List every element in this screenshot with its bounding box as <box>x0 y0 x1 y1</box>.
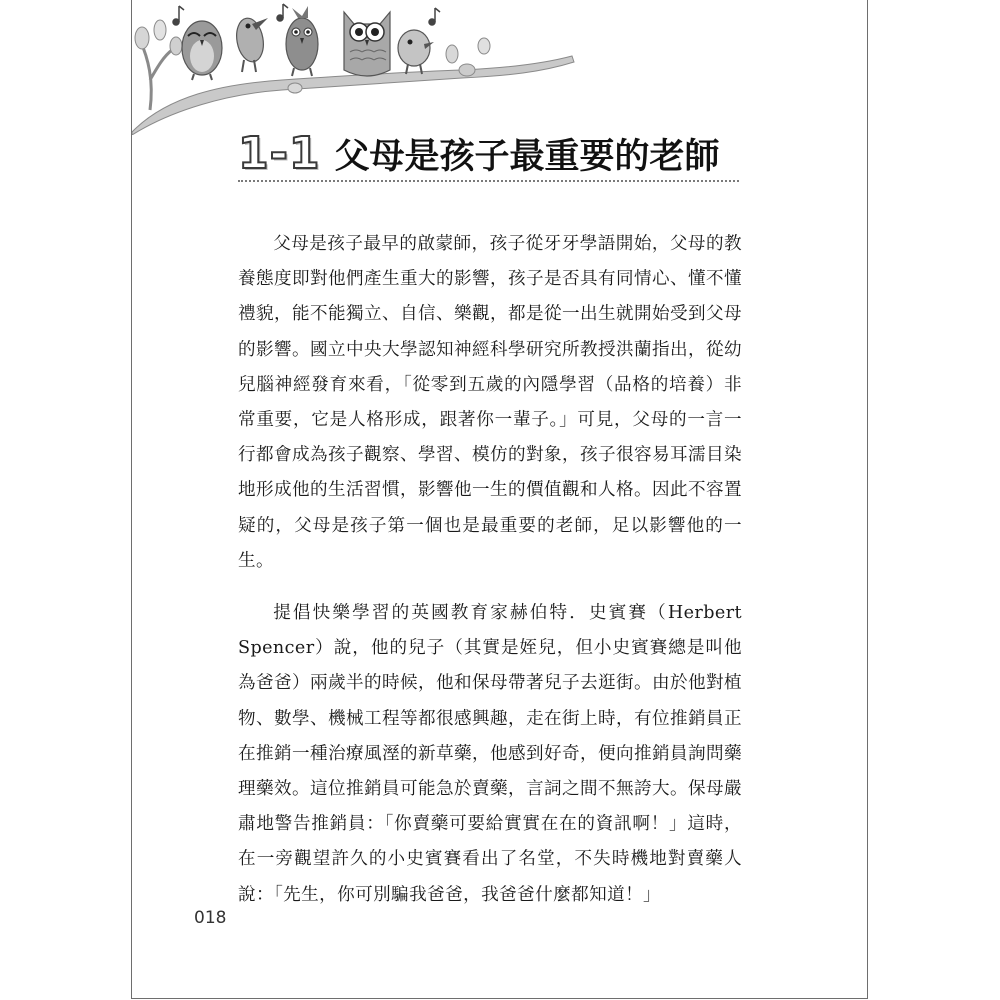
page-number: 018 <box>194 908 227 928</box>
bird-icon <box>398 30 434 74</box>
bird-icon <box>233 16 268 72</box>
owl-icon <box>182 21 222 80</box>
leaf-icon <box>170 37 182 55</box>
music-note-icon <box>173 6 184 25</box>
paragraph: 提倡快樂學習的英國教育家赫伯特．史賓賽（Herbert Spencer）說，他的兒子（其實是姪兒，但小史賓賽總是叫他為爸爸）兩歲半的時候，他和保母帶著兒子去逛街。由於他對植物、數學、機械工程等都很感興趣，走在街上時，有位推銷員正在推銷一種治療風溼的新草藥，他感到好奇，便向推銷員詢問藥理藥效。這位推銷員可能急於賣藥，言詞之間不無誇大。保母嚴肅地警告推銷員：「你賣藥可要給實實在在的資訊啊！」這時，在一旁觀望許久的小史賓賽看出了名堂，不失時機地對賣藥人說：「先生，你可別騙我爸爸，我爸爸什麼都知道！」 <box>238 603 742 905</box>
owl-icon <box>344 12 390 76</box>
title-dotted-divider <box>238 180 739 182</box>
leaf-icon <box>154 20 166 40</box>
chapter-heading: 父母是孩子最重要的老師 <box>334 136 720 177</box>
leaf-icon <box>446 45 458 63</box>
body-text <box>238 227 742 913</box>
leaf-icon <box>459 64 475 76</box>
owls-on-branch-illustration <box>132 0 632 135</box>
bird-icon <box>286 6 318 76</box>
music-note-icon <box>277 4 288 21</box>
leaf-icon <box>135 27 149 49</box>
leaf-icon <box>478 38 490 54</box>
twig-icon <box>140 40 172 110</box>
paragraph: 父母是孩子最早的啟蒙師，孩子從牙牙學語開始，父母的教養態度即對他們產生重大的影響，孩子是否具有同情心、懂不懂禮貌，能不能獨立、自信、樂觀，都是從一出生就開始受到父母的影響。國立中央大學認知神經科學研究所教授洪蘭指出，從幼兒腦神經發育來看，「從零到五歲的內隱學習（品格的培養）非常重要，它是人格形成，跟著你一輩子。」可見，父母的一言一行都會成為孩子觀察、學習、模仿的對象，孩子很容易耳濡目染地形成他的生活習慣，影響他一生的價值觀和人格。因此不容置疑的，父母是孩子第一個也是最重要的老師，足以影響他的一生。 <box>238 234 742 571</box>
leaf-icon <box>288 83 302 93</box>
chapter-title <box>238 128 720 179</box>
chapter-number: 1-1 <box>238 128 321 179</box>
music-note-icon <box>429 8 440 25</box>
book-page <box>131 0 868 999</box>
